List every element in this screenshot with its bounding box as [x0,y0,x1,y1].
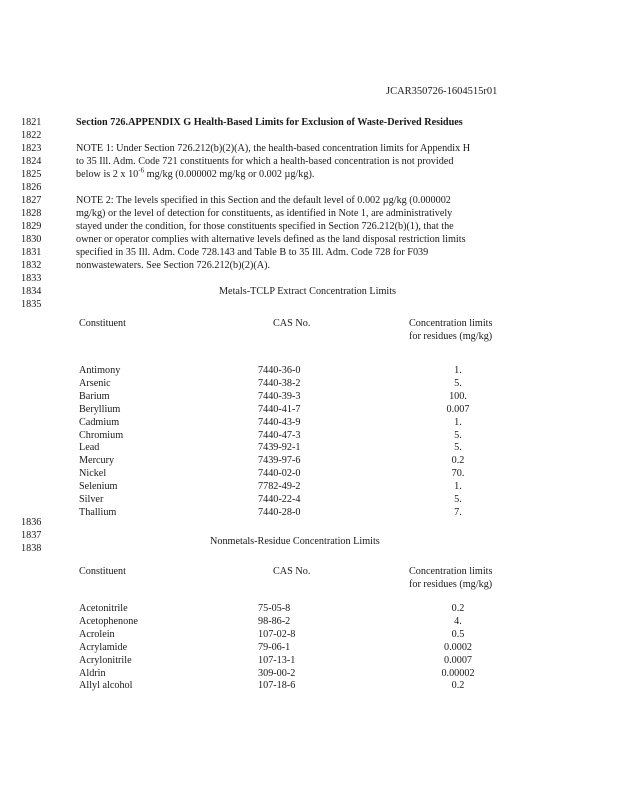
line-number: 1829 [21,221,42,232]
table-cell-cas: 7440-02-0 [258,468,301,480]
note1-line: to 35 Ill. Adm. Code 721 constituents for which a health-based concentration is not provided [76,156,454,167]
table-cell-concentration: 100. [449,390,467,402]
note2-line: nonwastewaters. See Section 726.212(b)(2)(A). [76,260,271,271]
table-cell-concentration: 0.2 [451,455,465,467]
note2-line: owner or operator complies with alternative levels defined as the land disposal restriction limits [76,234,466,245]
note2-line: NOTE 2: The levels specified in this Section and the default level of 0.002 µg/kg (0.000002 [76,195,451,206]
table-cell-concentration: 1. [454,481,462,493]
table-cell-constituent: Acetophenone [79,615,138,627]
table-cell-concentration: 0.5 [451,628,465,640]
line-number: 1835 [21,299,42,310]
nonmetals-header-conc: Concentration limits [409,566,493,577]
table-cell-concentration: 7. [454,506,462,518]
table-cell-constituent: Lead [79,442,100,454]
table-cell-concentration: 0.00002 [441,667,475,679]
table-cell-constituent: Thallium [79,506,117,518]
table-cell-constituent: Mercury [79,455,115,467]
document-id: JCAR350726-1604515r01 [386,86,498,97]
nonmetals-header-conc-unit: for residues (mg/kg) [409,579,493,590]
note2-line: stayed under the condition, for those constituents specified in Section 726.212(b)(1), that the [76,221,454,232]
note1-line3-post: mg/kg (0.000002 mg/kg or 0.002 µg/kg). [144,169,315,180]
line-number: 1821 [21,117,42,128]
table-cell-constituent: Acrylonitrile [79,654,132,666]
note1-line [76,166,315,180]
table-cell-constituent: Antimony [79,365,121,376]
table-cell-cas: 7782-49-2 [258,481,301,493]
table-cell-concentration: 1. [454,416,462,428]
table-cell-constituent: Allyl alcohol [79,680,133,692]
metals-header-cas: CAS No. [273,318,311,329]
table-cell-cas: 7440-43-9 [258,416,301,428]
table-cell-concentration: 0.0007 [443,654,472,666]
table-cell-cas: 79-06-1 [258,641,291,653]
note1-line: NOTE 1: Under Section 726.212(b)(2)(A), the health-based concentration limits for Appendix H [76,143,471,154]
table-cell-constituent: Cadmium [79,416,120,428]
table-cell-constituent: Beryllium [79,403,121,415]
table-cell-constituent: Arsenic [79,377,111,389]
table-cell-cas: 7440-47-3 [258,429,301,441]
line-number: 1833 [21,273,42,284]
table-cell-constituent: Selenium [79,481,118,493]
table-cell-cas: 7439-97-6 [258,455,301,467]
line-number: 1822 [21,130,42,141]
table-cell-cas: 7440-28-0 [258,506,301,518]
line-number: 1824 [21,156,42,167]
table-cell-concentration: 5. [454,442,462,454]
line-number: 1828 [21,208,42,219]
table-cell-cas: 107-02-8 [258,628,296,640]
table-cell-cas: 309-00-2 [258,667,296,679]
metals-header-constituent: Constituent [79,318,126,329]
line-number: 1830 [21,234,42,245]
table-cell-concentration: 1. [454,365,462,376]
note1-exponent: -6 [138,166,145,175]
metals-header-conc-unit: for residues (mg/kg) [409,331,493,342]
table-cell-cas: 75-05-8 [258,603,291,614]
note2-line: mg/kg) or the level of detection for constituents, as identified in Note 1, are administratively [76,208,453,219]
table-cell-constituent: Chromium [79,429,124,441]
table-cell-constituent: Acrylamide [79,641,128,653]
metals-table-title: Metals-TCLP Extract Concentration Limits [219,286,397,297]
line-number: 1827 [21,195,42,206]
nonmetals-header-cas: CAS No. [273,566,311,577]
note2-line: specified in 35 Ill. Adm. Code 728.143 and Table B to 35 Ill. Adm. Code 728 for F039 [76,247,429,258]
metals-header-conc: Concentration limits [409,318,493,329]
table-cell-cas: 107-13-1 [258,654,296,666]
table-cell-cas: 7440-36-0 [258,365,301,376]
nonmetals-header-constituent: Constituent [79,566,126,577]
line-number: 1831 [21,247,42,258]
table-cell-constituent: Silver [79,494,104,505]
table-cell-cas: 98-86-2 [258,615,291,627]
nonmetals-table-title: Nonmetals-Residue Concentration Limits [210,536,380,547]
line-number: 1825 [21,169,42,180]
line-number: 1837 [21,530,42,541]
table-cell-concentration: 5. [454,494,462,505]
line-number: 1836 [21,517,42,528]
line-number: 1826 [21,182,42,193]
table-cell-concentration: 0.2 [451,680,465,692]
line-number: 1838 [21,543,42,554]
table-cell-concentration: 0.2 [451,603,465,614]
line-number: 1823 [21,143,42,154]
note1-line3-pre: below is 2 x 10 [76,169,139,180]
table-cell-concentration: 0.007 [446,403,470,415]
table-cell-concentration: 5. [454,377,462,389]
table-cell-concentration: 70. [451,468,465,480]
line-number: 1834 [21,286,42,297]
table-cell-cas: 7440-41-7 [258,403,301,415]
table-cell-constituent: Aldrin [79,667,106,679]
table-cell-cas: 7439-92-1 [258,442,301,454]
table-cell-constituent: Nickel [79,468,107,480]
table-cell-constituent: Acetonitrile [79,603,128,614]
table-cell-constituent: Barium [79,390,110,402]
table-cell-concentration: 0.0002 [443,641,472,653]
table-cell-cas: 7440-38-2 [258,377,301,389]
section-title: Section 726.APPENDIX G Health-Based Limits for Exclusion of Waste-Derived Residues [76,117,463,128]
table-cell-cas: 7440-22-4 [258,494,301,505]
table-cell-concentration: 5. [454,429,462,441]
table-cell-cas: 107-18-6 [258,680,296,692]
line-number: 1832 [21,260,42,271]
table-cell-cas: 7440-39-3 [258,390,301,402]
table-cell-constituent: Acrolein [79,628,115,640]
table-cell-concentration: 4. [454,615,462,627]
